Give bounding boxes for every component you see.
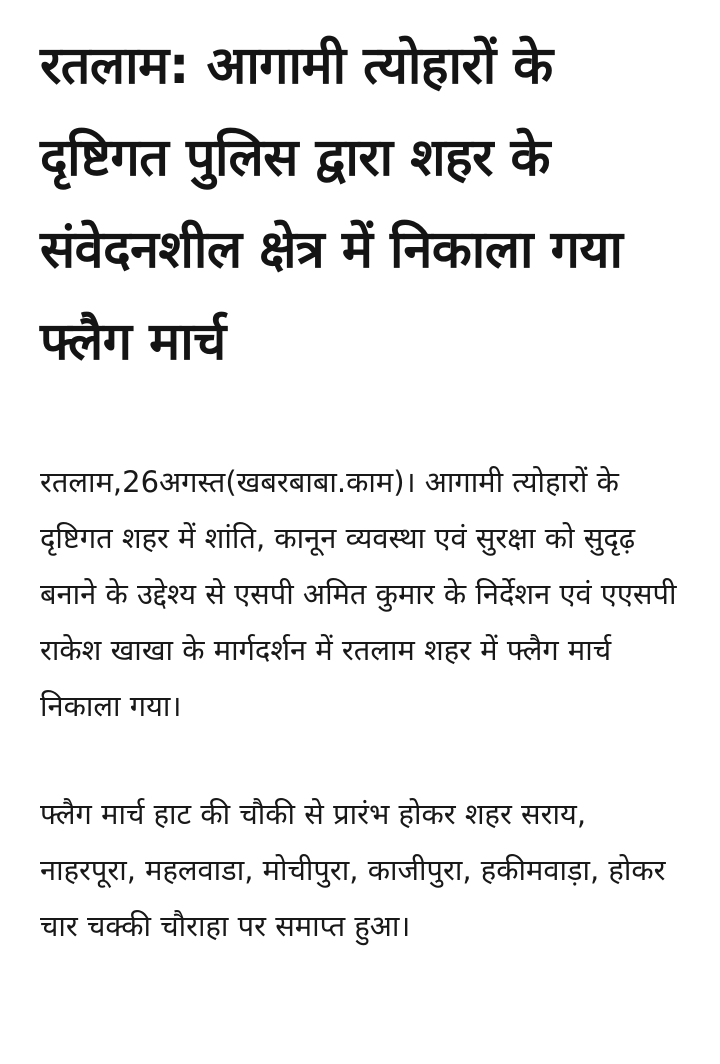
article-headline: रतलाम: आगामी त्योहारों के दृष्टिगत पुलिस द्वारा शहर के संवेदनशील क्षेत्र में निकाला गया फ्लैग मार्च <box>40 36 623 372</box>
article-paragraph-route: फ्लैग मार्च हाट की चौकी से प्रारंभ होकर शहर सराय, नाहरपूरा, महलवाडा, मोचीपुरा, काजीपुरा, हकीमवाड़ा, होकर चार चक्की चौराहा पर समाप्त हुआ। <box>40 797 666 943</box>
article-paragraph-intro: रतलाम,26अगस्त(खबरबाबा.काम)। आगामी त्योहारों के दृष्टिगत शहर में शांति, कानून व्यवस्था एवं सुरक्षा को सुदृढ़ बनाने के उद्देश्य से एसपी अमित कुमार के निर्देशन एवं एएसपी राकेश खाखा के मार्गदर्शन में रतलाम शहर में फ्लैग मार्च निकाला गया। <box>40 465 677 723</box>
